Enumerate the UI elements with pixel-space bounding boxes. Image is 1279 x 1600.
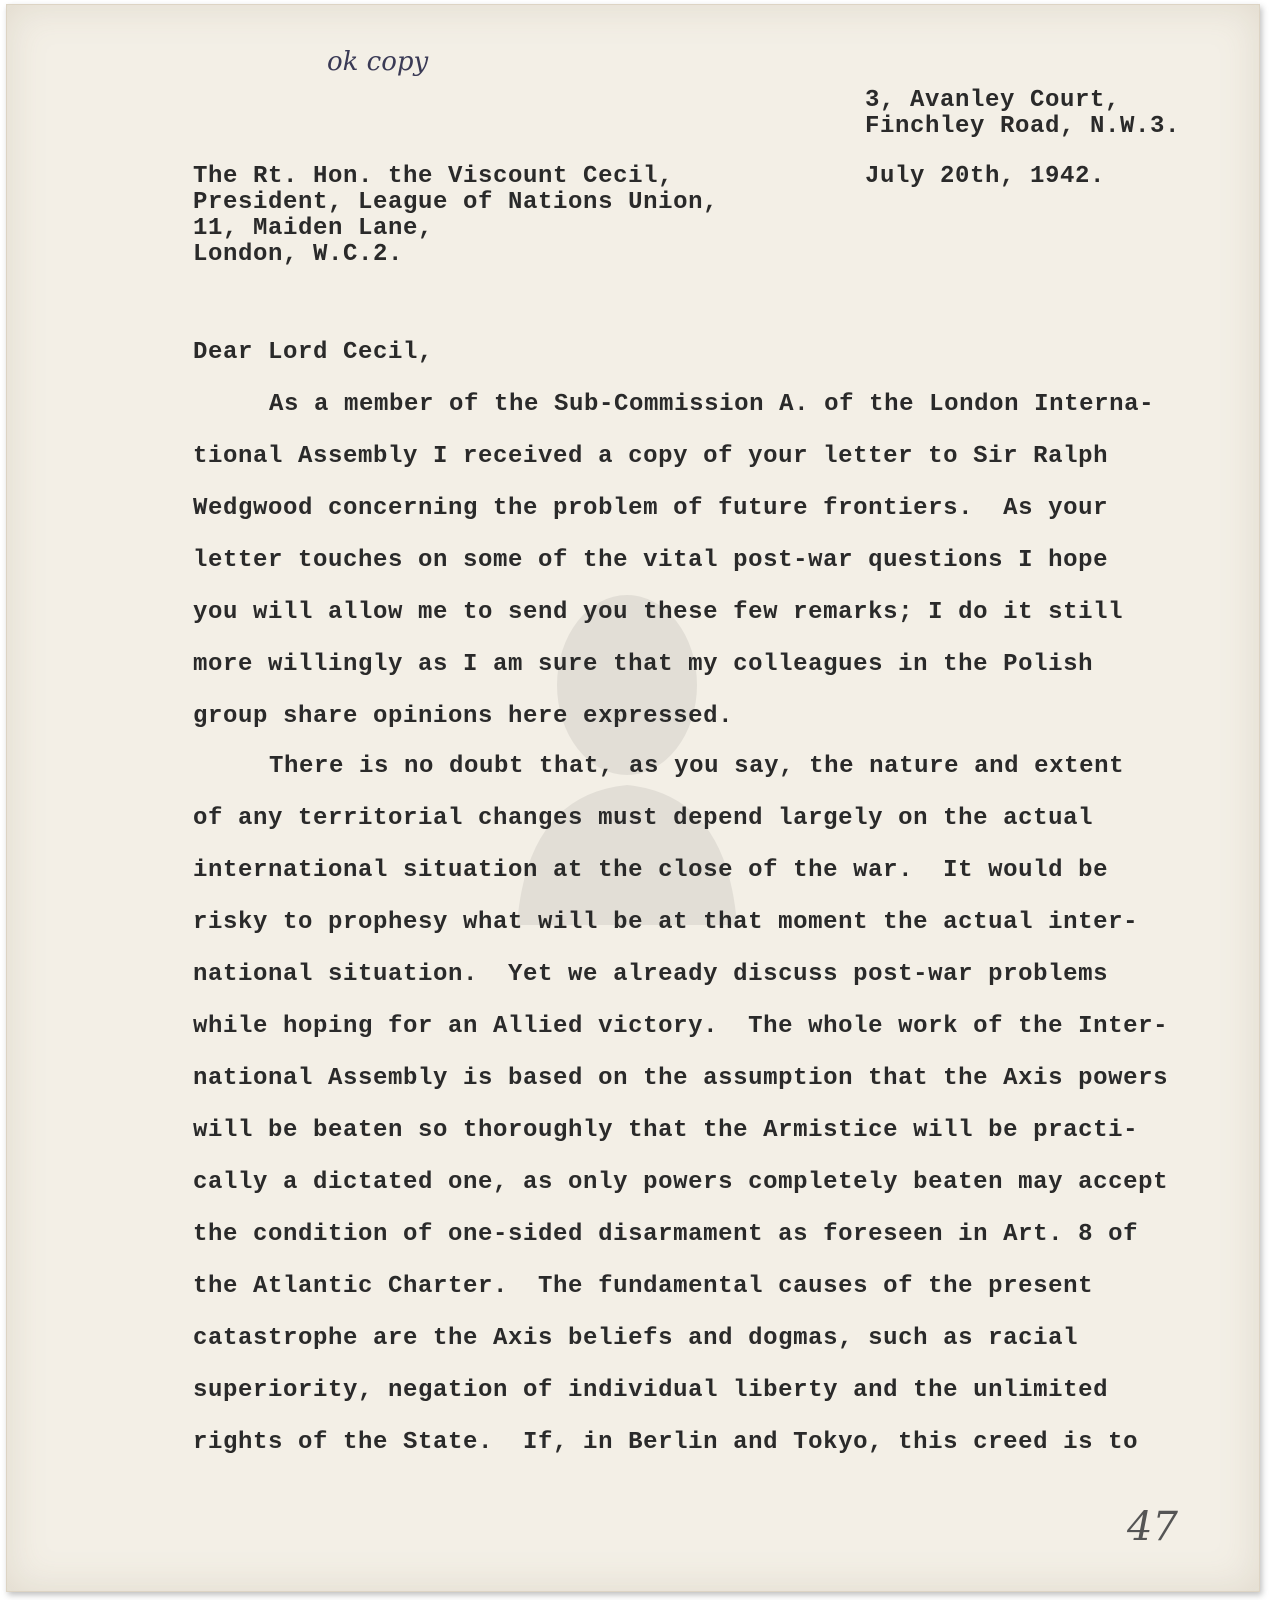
- recipient-line-4: London, W.C.2.: [193, 241, 404, 268]
- body-line: catastrophe are the Axis beliefs and dogmas, such as racial: [193, 1325, 1079, 1352]
- body-line: more willingly as I am sure that my colleagues in the Polish: [193, 651, 1094, 678]
- body-line: while hoping for an Allied victory. The whole work of the Inter-: [193, 1013, 1169, 1040]
- recipient-line-3: 11, Maiden Lane,: [193, 215, 434, 242]
- sender-address-line-1: 3, Avanley Court,: [865, 87, 1121, 114]
- body-line: rights of the State. If, in Berlin and Tokyo, this creed is to: [193, 1429, 1139, 1456]
- body-line: international situation at the close of the war. It would be: [193, 857, 1109, 884]
- recipient-line-2: President, League of Nations Union,: [193, 189, 719, 216]
- body-line: national situation. Yet we already discuss post-war problems: [193, 961, 1109, 988]
- sender-address-line-2: Finchley Road, N.W.3.: [865, 113, 1181, 140]
- body-line: cally a dictated one, as only powers completely beaten may accept: [193, 1169, 1169, 1196]
- page-number: 47: [1127, 1504, 1178, 1550]
- body-line: risky to prophesy what will be at that moment the actual inter-: [193, 909, 1139, 936]
- letter-page: [6, 4, 1260, 1592]
- body-line: you will allow me to send you these few remarks; I do it still: [193, 599, 1124, 626]
- body-line: of any territorial changes must depend largely on the actual: [193, 805, 1094, 832]
- body-line: superiority, negation of individual liberty and the unlimited: [193, 1377, 1109, 1404]
- body-line: Wedgwood concerning the problem of future frontiers. As your: [193, 495, 1109, 522]
- body-line: national Assembly is based on the assumption that the Axis powers: [193, 1065, 1169, 1092]
- body-line: As a member of the Sub-Commission A. of the London Interna-: [269, 391, 1155, 418]
- body-line: the Atlantic Charter. The fundamental causes of the present: [193, 1273, 1094, 1300]
- letter-date: July 20th, 1942.: [865, 163, 1106, 190]
- handwritten-note: ok copy: [327, 47, 429, 77]
- recipient-line-1: The Rt. Hon. the Viscount Cecil,: [193, 163, 674, 190]
- body-line: will be beaten so thoroughly that the Armistice will be practi-: [193, 1117, 1139, 1144]
- body-line: tional Assembly I received a copy of your letter to Sir Ralph: [193, 443, 1109, 470]
- body-line: letter touches on some of the vital post-war questions I hope: [193, 547, 1109, 574]
- body-line: There is no doubt that, as you say, the nature and extent: [269, 753, 1125, 780]
- body-line: the condition of one-sided disarmament as foreseen in Art. 8 of: [193, 1221, 1139, 1248]
- body-line: group share opinions here expressed.: [193, 703, 734, 730]
- salutation: Dear Lord Cecil,: [193, 339, 434, 366]
